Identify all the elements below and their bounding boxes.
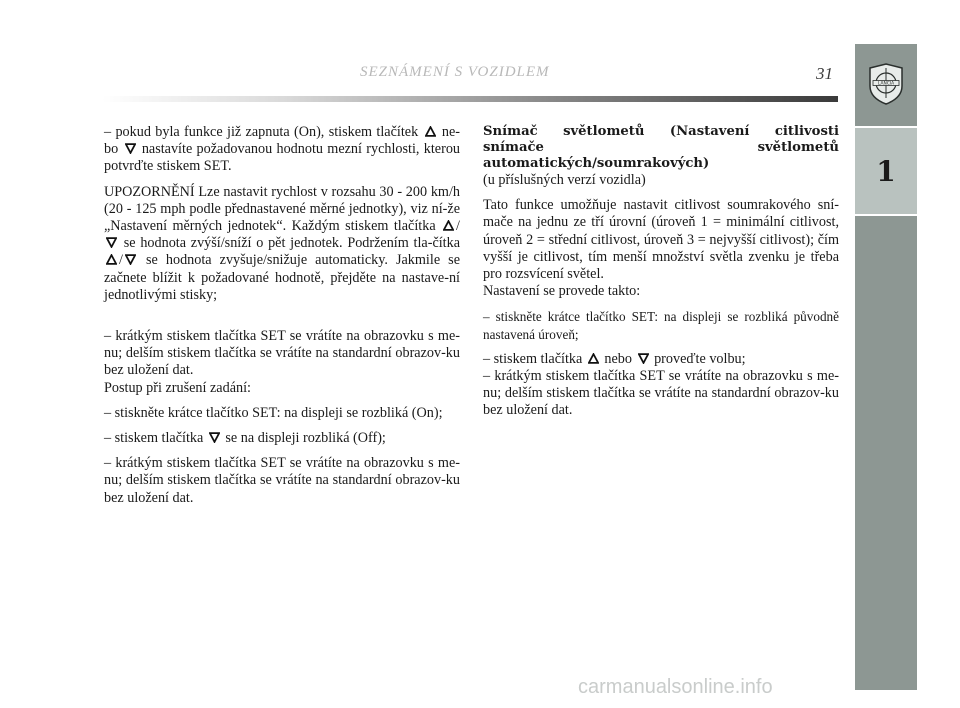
paragraph-warning: UPOZORNĚNÍ Lze nastavit rychlost v rozsahu 30 - 200 km/h (20 - 125 mph podle přednastavené měrné jednotky), viz ní-že „Nastavení měrných jednotek“. Každým stiskem tlačítka / se hodnota zvýší/sníží o pět jednotek. Podržením tla-čítka / se hodnota zvyšuje/snižuje automaticky. Jakmile se začnete blížit k požadované hodnotě, přejděte na nastave-ní jednotlivými stisky; xyxy=(104,183,461,303)
text: ne-bo xyxy=(104,124,461,158)
text: proveďte volbu; xyxy=(654,350,746,367)
chapter-sidebar xyxy=(855,44,917,690)
paragraph-setup-step-2 xyxy=(483,351,839,368)
up-triangle-icon xyxy=(106,254,117,265)
section-subheading: (u příslušných verzí vozidla) xyxy=(483,172,646,188)
chapter-number: 1 xyxy=(876,154,896,188)
up-triangle-icon xyxy=(443,220,454,231)
chapter-tab xyxy=(855,126,917,216)
left-column xyxy=(104,124,460,515)
header-rule xyxy=(102,96,838,102)
lancia-shield-icon xyxy=(866,62,906,106)
paragraph-cancel-heading: Postup při zrušení zadání: xyxy=(104,379,251,396)
paragraph-setup-heading: Nastavení se provede takto: xyxy=(483,283,641,300)
section-heading: Snímač světlometů (Nastavení citlivosti snímače světlometů automatických/soumrakových) xyxy=(483,124,839,171)
paragraph-cancel-step-3: – krátkým stiskem tlačítka SET se vrátíte na obrazovku s me-nu; delším stiskem tlačítka se vrátíte na standardní obrazov-ku bez uložení dat. xyxy=(104,455,460,506)
spacer xyxy=(104,312,460,328)
paragraph-set-short-press: – krátkým stiskem tlačítka SET se vrátíte na obrazovku s me-nu; delším stiskem tlačítka se vrátíte na standardní obrazov-ku bez uložení dat. xyxy=(104,328,460,379)
up-triangle-icon xyxy=(588,353,599,364)
paragraph-setup-step-3: – krátkým stiskem tlačítka SET se vrátíte na obrazovku s me-nu; delším stiskem tlačítka se vrátíte na standardní obrazov-ku bez uložení dat. xyxy=(483,368,839,419)
down-triangle-icon xyxy=(106,237,117,248)
down-triangle-icon xyxy=(638,353,649,364)
page-number: 31 xyxy=(816,64,833,83)
text: UPOZORNĚNÍ Lze nastavit rychlost v rozsahu 30 - 200 km/h (20 - 125 mph podle přednastavené měrné jednotky), viz ní-že „Nastavení měrných jednotek“. Každým stiskem tlačítka xyxy=(104,183,460,235)
text: se na displeji rozbliká (Off); xyxy=(225,430,386,447)
paragraph-sensor-description: Tato funkce umožňuje nastavit citlivost soumrakového sní-mače na jednu ze tří úrovní (úroveň 1 = minimální citlivost, úroveň 2 = střední citlivost, úroveň 3 = nejvyšší citlivost); čím vyšší je citlivost, tím menší množství světla zvenku je třeba pro rozsvícení světel. xyxy=(483,197,839,283)
down-triangle-icon xyxy=(209,432,220,443)
logo-lettering: LANCIA xyxy=(877,81,895,87)
text: se hodnota zvyšuje/snižuje automaticky. Jakmile se začnete blížit k požadované hodnotě, přejděte na nastave-ní jednotlivými stisky; xyxy=(104,252,460,303)
right-column xyxy=(483,124,839,428)
text: – stiskem tlačítka xyxy=(104,430,204,447)
paragraph-setup-step-1: – stiskněte krátce tlačítko SET: na displeji se rozbliká původně nastavená úroveň; xyxy=(483,309,839,342)
watermark: carmanualsonline.info xyxy=(578,676,773,698)
paragraph-cancel-step-2 xyxy=(104,430,460,447)
paragraph-speed-limit-adjust xyxy=(104,124,460,176)
text: nastavíte požadovanou hodnotu mezní rychlosti, kterou potvrďte stiskem SET. xyxy=(104,141,461,175)
brand-logo xyxy=(855,44,917,124)
down-triangle-icon xyxy=(125,143,136,154)
text: se hodnota zvýší/sníží o pět jednotek. Podržením tla-čítka xyxy=(123,235,461,252)
text: – pokud byla funkce již zapnuta (On), stiskem tlačítek xyxy=(104,124,419,140)
text: – stiskem tlačítka xyxy=(483,350,583,367)
down-triangle-icon xyxy=(125,254,136,265)
up-triangle-icon xyxy=(425,126,436,137)
running-header-title: SEZNÁMENÍ S VOZIDLEM xyxy=(360,64,550,80)
paragraph-cancel-step-1: – stiskněte krátce tlačítko SET: na displeji se rozbliká (On); xyxy=(104,404,443,421)
text: nebo xyxy=(604,350,632,367)
